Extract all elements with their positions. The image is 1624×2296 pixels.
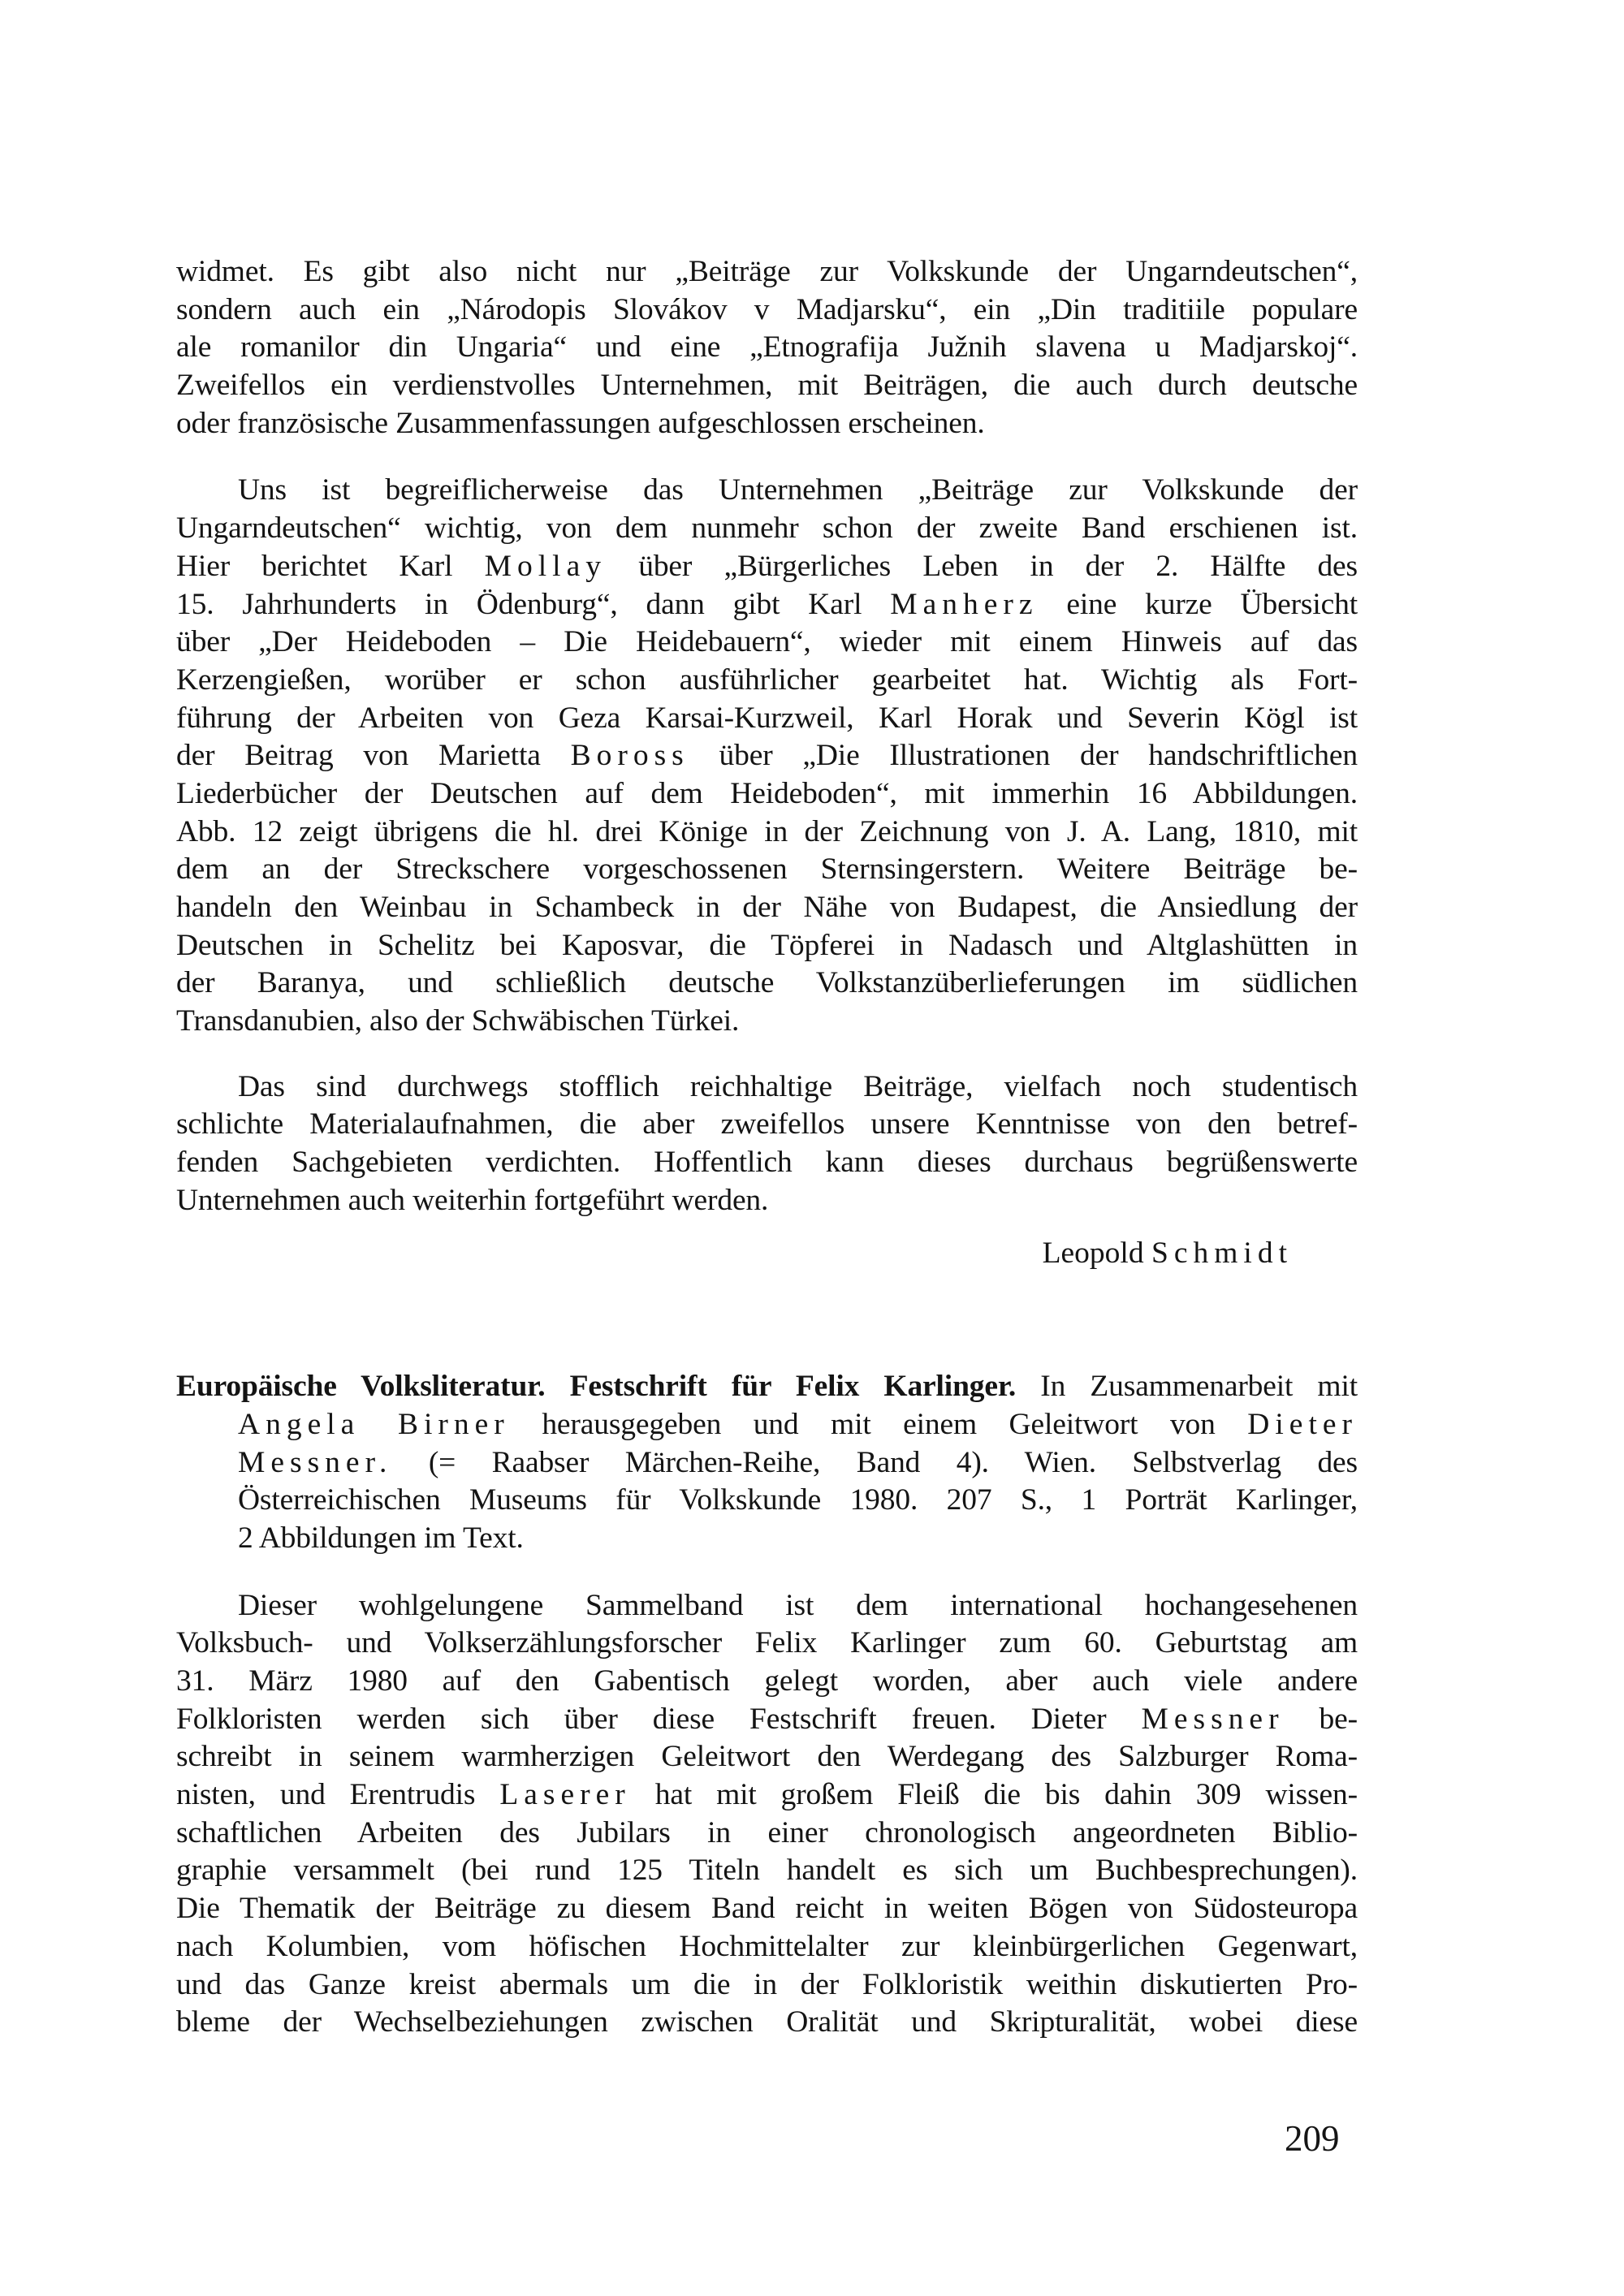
text-line <box>176 737 1358 775</box>
text-line: ale romanilor din Ungaria“ und eine „Etnografija Južnih slavena u Madjarskoj“. <box>176 330 1358 365</box>
text-segment: be- <box>1284 1702 1358 1736</box>
text-line: 31. März 1980 auf den Gabentisch gelegt worden, aber auch viele andere <box>176 1664 1358 1698</box>
text-line: Volksbuch- und Volkserzählungsforscher Felix Karlinger zum 60. Geburtstag am <box>176 1626 1358 1660</box>
text-segment: Folkloristen werden sich über diese Festschrift freuen. Dieter <box>176 1702 1142 1736</box>
text-line: bleme der Wechselbeziehungen zwischen Oralität und Skripturalität, wobei diese <box>176 2005 1358 2039</box>
signature-first-name: Leopold <box>1042 1236 1151 1270</box>
text-segment: (= Raabser Märchen-Reihe, Band 4). Wien. Selbstverlag des <box>392 1445 1358 1479</box>
text-line: graphie versammelt (bei rund 125 Titeln handelt es sich um Buchbesprechungen). <box>176 1854 1358 1888</box>
author-name-spaced: Messner <box>1141 1702 1285 1736</box>
review1-paragraph-2 <box>176 472 1358 1040</box>
author-name-spaced: Boross <box>570 739 689 773</box>
text-line: schreibt in seinem warmherzigen Geleitwort den Werdegang des Salzburger Roma- <box>176 1740 1358 1774</box>
author-name-spaced: Manherz <box>890 587 1039 621</box>
text-line: nach Kolumbien, vom höfischen Hochmittelalter zur kleinbürgerlichen Gegenwart, <box>176 1929 1358 1963</box>
text-line: Transdanubien, also der Schwäbischen Türkei. <box>176 1004 740 1038</box>
text-line: Zweifellos ein verdienstvolles Unternehmen, mit Beiträgen, die auch durch deutsche <box>176 369 1358 403</box>
review1-paragraph-3 <box>176 1068 1358 1220</box>
text-line: Deutschen in Schelitz bei Kaposvar, die Töpferei in Nadasch und Altglashütten in <box>176 928 1358 962</box>
text-segment: über „Die Illustrationen der handschriftlichen <box>689 739 1358 773</box>
text-segment: In Zusammenarbeit mit <box>1016 1370 1358 1404</box>
text-segment: nisten, und Erentrudis <box>176 1778 500 1812</box>
author-name-spaced: Laserer <box>499 1778 631 1812</box>
text-line <box>176 1444 1358 1482</box>
text-segment: der Beitrag von Marietta <box>176 739 571 773</box>
text-line: Unternehmen auch weiterhin fortgeführt werden. <box>176 1183 769 1217</box>
text-segment: herausgegeben und mit einem Geleitwort von <box>509 1407 1248 1441</box>
text-segment: hat mit großem Fleiß die bis dahin 309 wissen- <box>630 1778 1358 1812</box>
text-segment: 15. Jahrhunderts in Ödenburg“, dann gibt Karl <box>176 587 891 621</box>
review2-bibliographic-entry <box>176 1368 1358 1557</box>
text-line: schlichte Materialaufnahmen, die aber zweifellos unsere Kenntnisse von den betref- <box>176 1107 1358 1142</box>
text-line: oder französische Zusammenfassungen aufgeschlossen erscheinen. <box>176 406 985 440</box>
text-line: Uns ist begreiflicherweise das Unternehmen „Beiträge zur Volkskunde der <box>238 473 1358 507</box>
text-line: 2 Abbildungen im Text. <box>238 1521 524 1555</box>
text-line: Das sind durchwegs stofflich reichhaltige Beiträge, vielfach noch studentisch <box>238 1069 1358 1103</box>
text-line: Österreichischen Museums für Volkskunde 1980. 207 S., 1 Porträt Karlinger, <box>238 1483 1358 1517</box>
reviewer-signature <box>176 1235 1358 1273</box>
text-line <box>176 1368 1358 1406</box>
book-title: Europäische Volksliteratur. Festschrift für Felix Karlinger. <box>176 1370 1017 1404</box>
author-name-spaced: Messner. <box>238 1445 393 1479</box>
editor-name-spaced: Angela Birner <box>238 1407 510 1441</box>
review2-paragraph-1 <box>176 1587 1358 2042</box>
text-line: Abb. 12 zeigt übrigens die hl. drei Könige in der Zeichnung von J. A. Lang, 1810, mit <box>176 814 1358 848</box>
text-line: über „Der Heideboden – Die Heidebauern“, wieder mit einem Hinweis auf das <box>176 625 1358 659</box>
text-line: widmet. Es gibt also nicht nur „Beiträge zur Volkskunde der Ungarndeutschen“, <box>176 255 1358 288</box>
author-name-spaced: Dieter <box>1247 1407 1358 1441</box>
review1-paragraph-1 <box>176 253 1358 442</box>
text-line: Die Thematik der Beiträge zu diesem Band reicht in weiten Bögen von Südosteuropa <box>176 1892 1358 1926</box>
text-line: dem an der Streckschere vorgeschossenen Sternsingerstern. Weitere Beiträge be- <box>176 852 1358 887</box>
text-line: Kerzengießen, worüber er schon ausführlicher gearbeitet hat. Wichtig als Fort- <box>176 662 1358 697</box>
text-segment: über „Bürgerliches Leben in der 2. Hälfte des <box>606 549 1358 583</box>
text-line: handeln den Weinbau in Schambeck in der Nähe von Budapest, die Ansiedlung der <box>176 891 1358 924</box>
text-line: Ungarndeutschen“ wichtig, von dem nunmehr schon der zweite Band erschienen ist. <box>176 511 1358 546</box>
text-line <box>176 1701 1358 1739</box>
text-segment: eine kurze Übersicht <box>1038 587 1358 621</box>
page-body <box>176 253 1358 2042</box>
text-line: sondern auch ein „Národopis Slovákov v Madjarsku“, ein „Din traditiile populare <box>176 292 1358 326</box>
text-line: Dieser wohlgelungene Sammelband ist dem international hochangesehenen <box>238 1588 1358 1622</box>
text-line: schaftlichen Arbeiten des Jubilars in einer chronologisch angeordneten Biblio- <box>176 1815 1358 1849</box>
text-line <box>176 1406 1358 1444</box>
text-line: Liederbücher der Deutschen auf dem Heideboden“, mit immerhin 16 Abbildungen. <box>176 776 1358 810</box>
text-segment: Hier berichtet Karl <box>176 549 485 583</box>
text-line <box>176 586 1358 624</box>
signature-last-name: Schmidt <box>1151 1236 1293 1270</box>
author-name-spaced: Mollay <box>484 549 607 583</box>
page-number: 209 <box>1285 2118 1340 2159</box>
text-line: und das Ganze kreist abermals um die in der Folkloristik weithin diskutierten Pro- <box>176 1967 1358 2001</box>
text-line: führung der Arbeiten von Geza Karsai-Kurzweil, Karl Horak und Severin Kögl ist <box>176 701 1358 735</box>
text-line <box>176 1776 1358 1815</box>
text-line: fenden Sachgebieten verdichten. Hoffentlich kann dieses durchaus begrüßenswerte <box>176 1146 1358 1180</box>
text-line <box>176 548 1358 586</box>
text-line: der Baranya, und schließlich deutsche Volkstanzüberlieferungen im südlichen <box>176 966 1358 1000</box>
